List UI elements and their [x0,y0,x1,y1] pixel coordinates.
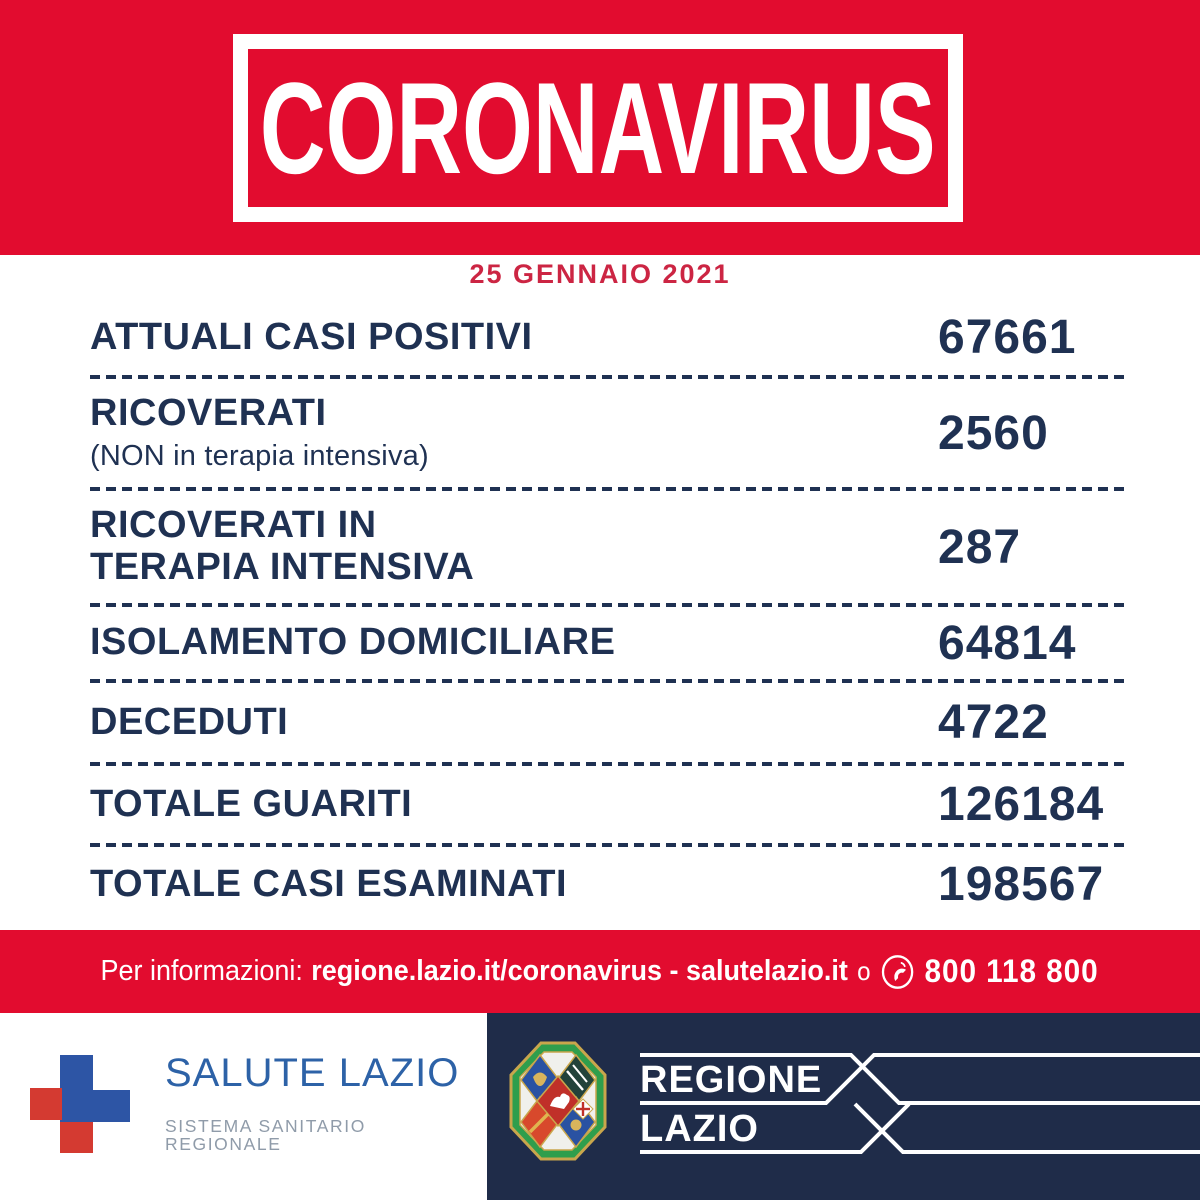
salute-lazio-cross-icon [30,1053,130,1153]
phone-icon [880,953,915,991]
stat-row-totale-casi-esaminati [90,847,1128,922]
stats-table [90,300,1128,922]
stat-value: 4722 [938,696,1049,749]
salute-lazio-name: SALUTE LAZIO [165,1051,460,1095]
stat-label: ATTUALI CASI POSITIVI [90,315,533,358]
regione-lazio-wordmark-line2: LAZIO [640,1108,759,1150]
stat-value: 287 [938,520,1022,574]
regione-lazio-wordmark-line1: REGIONE [640,1059,823,1101]
info-conjunction: o [857,956,871,986]
info-prefix: Per informazioni: [100,955,304,987]
report-date: 25 GENNAIO 2021 [469,259,731,289]
stat-value: 2560 [938,406,1049,460]
stat-row-isolamento-domiciliare [90,607,1128,679]
regione-lazio-lines [487,1013,1200,1200]
stat-label: ISOLAMENTO DOMICILIARE [90,621,616,664]
stat-label: TOTALE CASI ESAMINATI [90,862,568,905]
page-title: CORONAVIRUS [260,55,936,201]
phone-number: 800 118 800 [924,953,1100,989]
stat-row-terapia-intensiva [90,491,1128,603]
regione-lazio-crest-icon [511,1043,605,1159]
stat-label: RICOVERATI IN [90,504,377,547]
footer [0,1013,1200,1200]
stat-value: 64814 [938,616,1077,670]
stat-row-totale-guariti [90,766,1128,843]
info-bar [0,930,1200,1013]
stat-row-ricoverati [90,379,1128,487]
stat-label: DECEDUTI [90,700,289,743]
stat-label: TOTALE GUARITI [90,782,413,825]
stat-value: 67661 [938,311,1077,364]
stat-value: 198567 [938,858,1105,911]
header-banner [0,0,1200,255]
regione-lazio-section [487,1013,1200,1200]
stat-sublabel: (NON in terapia intensiva) [90,439,429,472]
salute-lazio-section [0,1013,487,1200]
stat-label-line2: TERAPIA INTENSIVA [90,546,475,588]
stat-value: 126184 [938,778,1105,831]
stat-row-deceduti [90,683,1128,762]
info-links: regione.lazio.it/coronavirus - salutelazio.it [311,955,849,987]
salute-lazio-tagline: SISTEMA SANITARIO REGIONALE [165,1116,366,1154]
stat-label: RICOVERATI [90,392,327,435]
stat-row-attuali-casi-positivi [90,300,1128,375]
title-box [233,34,963,222]
